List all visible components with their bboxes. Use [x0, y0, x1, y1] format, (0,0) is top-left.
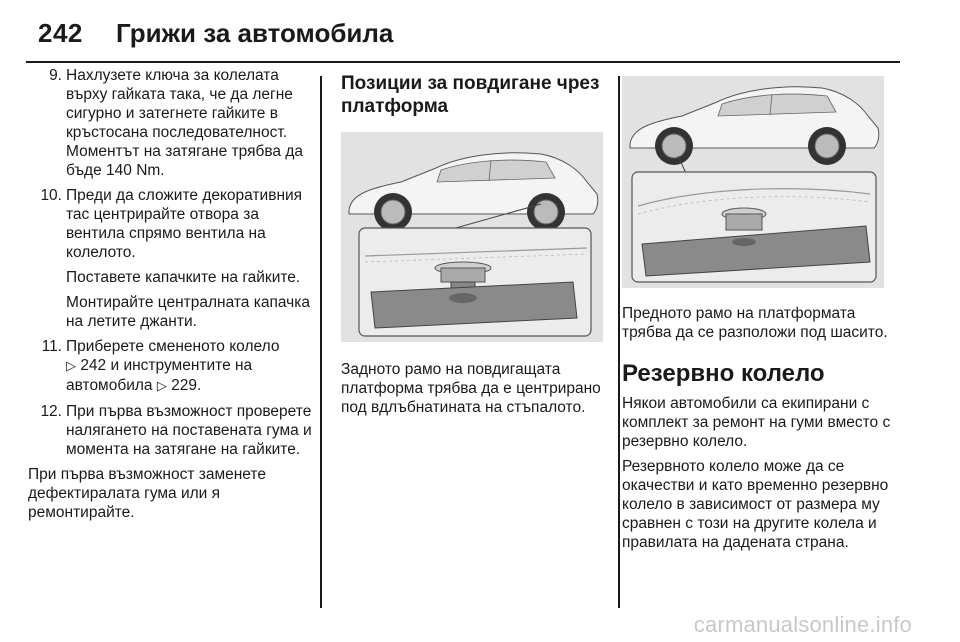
step-number: 9.: [49, 67, 62, 84]
header-rule: [26, 61, 900, 63]
step-10: [28, 186, 312, 331]
arrow-right-triangle-icon[interactable]: ▷: [156, 379, 167, 394]
step-12: [28, 402, 312, 459]
step-text: При първа възможност проверете налягането на поставената гума и момента на затягане на гайките.: [66, 403, 312, 458]
step-text: Нахлузете ключа за колелата върху гайката така, че да легне сигурно и затегнете гайките в кръстосана последователност. Моментът на затягане трябва да бъде 140 Nm.: [66, 67, 303, 179]
column-divider-left: [320, 76, 322, 608]
step-text: Преди да сложите декоративния тас центрирайте отвора за вентила спрямо вентила на колелото.: [66, 187, 303, 261]
body-paragraph: Някои автомобили са екипирани с комплект за ремонт на гуми вместо с резервно колело.: [622, 395, 891, 450]
car-lift-illustration: [341, 132, 603, 342]
watermark: carmanualsonline.info: [693, 612, 912, 637]
figure-caption: Задното рамо на повдигащата платформа трябва да е центрирано под вдлъбнатината на стъпалото.: [341, 361, 601, 416]
section-subheading: Позиции за повдигане чрез платформа: [341, 73, 600, 117]
body-paragraph: Резервното колело може да се окачестви и като временно резервно колело в зависимост от размера му сравнен с този на другите колела и правилата на дадената страна.: [622, 458, 889, 551]
arrow-right-triangle-icon[interactable]: ▷: [66, 359, 76, 374]
column-divider-right: [618, 76, 620, 608]
section-heading: Резервно колело: [622, 360, 825, 387]
closing-paragraph: При първа възможност заменете дефектиралата гума или я ремонтирайте.: [28, 466, 266, 521]
rear-lift-point-figure: [341, 132, 603, 342]
step-number: 12.: [40, 403, 62, 420]
step-text: Приберете смененото колело ▷ 242 и инструментите на автомобила ▷ 229.: [66, 338, 280, 394]
step-number: 11.: [41, 338, 62, 355]
step-text: Поставете капачките на гайките.: [66, 269, 301, 286]
page-reference[interactable]: 229: [171, 377, 198, 394]
car-lift-illustration: [622, 76, 884, 288]
step-text: Монтирайте централната капачка на летите джанти.: [66, 294, 310, 330]
step-11: [28, 337, 312, 396]
page-header: [38, 14, 922, 60]
step-number: 10.: [40, 187, 62, 204]
step-9: [28, 66, 312, 180]
front-lift-point-figure: [622, 76, 884, 288]
page-title: Грижи за автомобила: [116, 18, 394, 48]
page-number: 242: [38, 18, 83, 48]
figure-caption: Предното рамо на платформата трябва да се разположи под шасито.: [622, 305, 888, 341]
page-reference[interactable]: 242: [80, 357, 107, 374]
column-2: [341, 66, 606, 423]
column-1: [28, 66, 312, 528]
column-3: [622, 66, 907, 558]
